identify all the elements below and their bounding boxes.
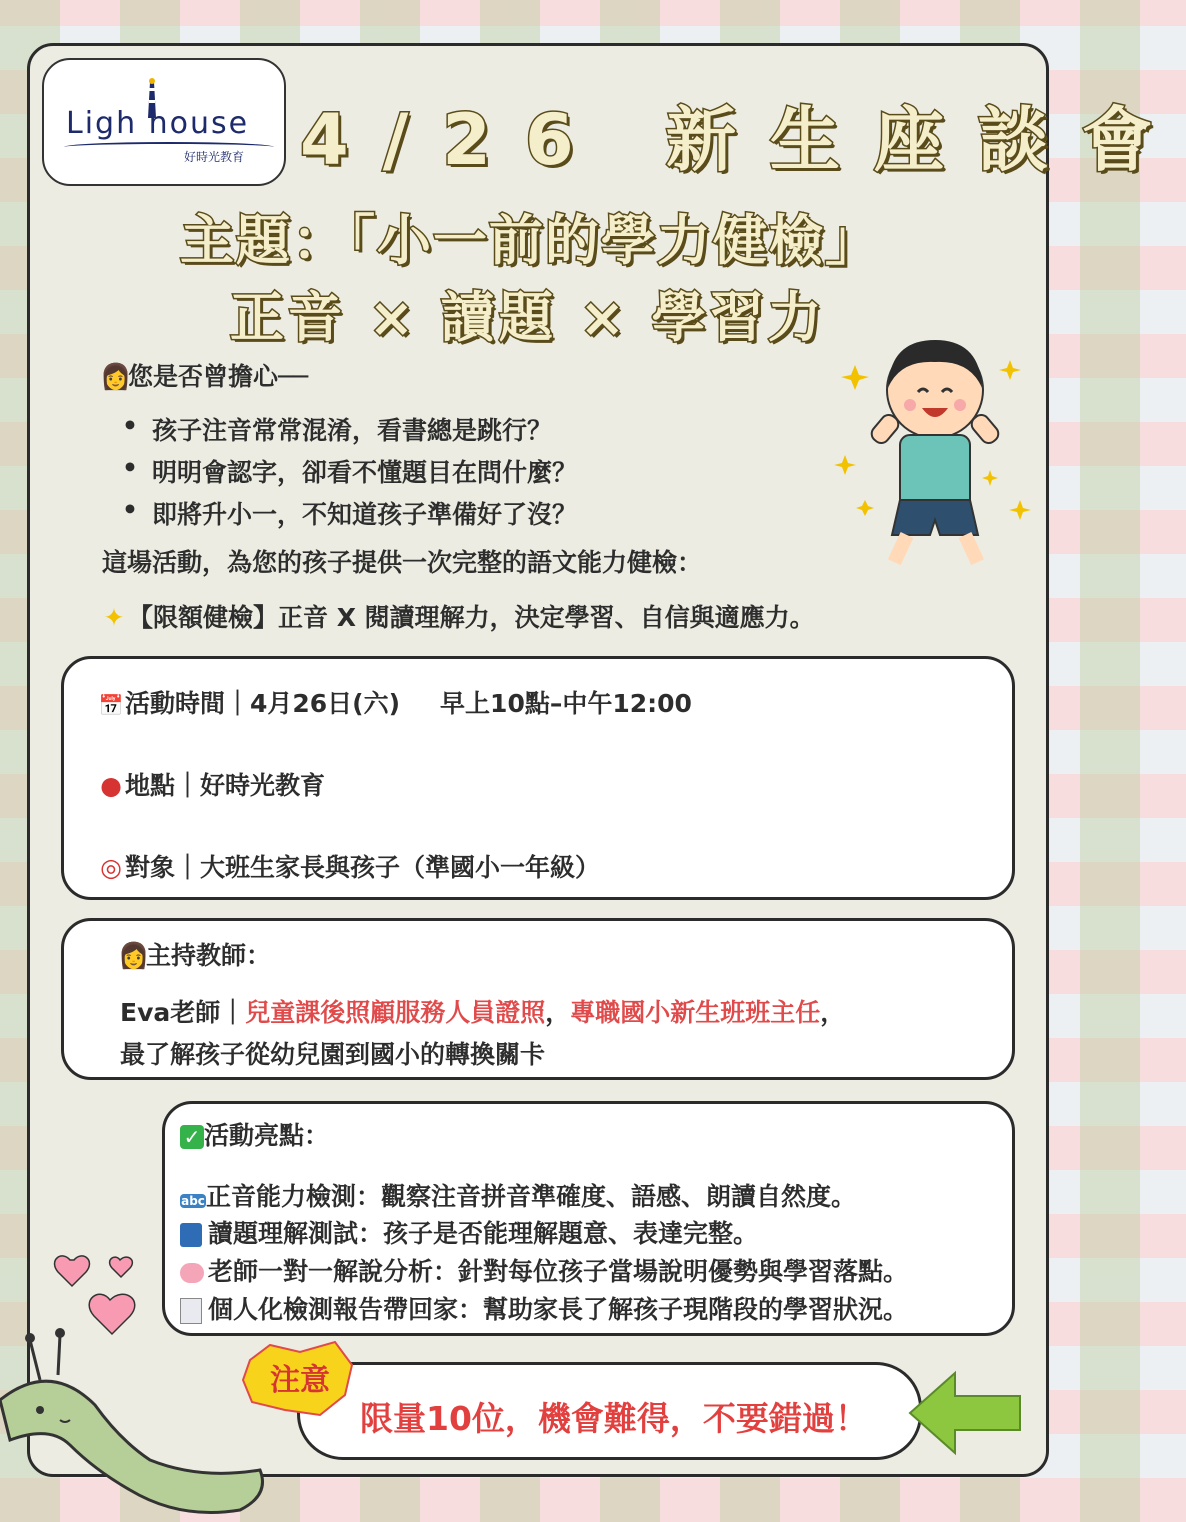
comma: ， [545,998,571,1027]
highlight-item [180,1177,856,1213]
limited-highlight [100,598,815,634]
event-place [97,766,325,802]
logo-subtitle: 好時光教育 [184,150,245,164]
book-icon [180,1223,202,1247]
teacher-credentials [120,993,845,1029]
event-place-text: 地點｜好時光教育 [125,771,326,800]
highlight-item-text: 個人化檢測報告帶回家：幫助家長了解孩子現階段的學習狀況。 [208,1295,909,1324]
highlights-heading-text: 活動亮點： [204,1121,330,1150]
highlights-heading [180,1116,329,1152]
brain-icon [180,1263,204,1283]
logo [42,58,286,186]
teacher-heading-text: 主持教師： [146,941,272,970]
teacher-icon: 👩 [118,941,150,970]
abc-icon: abc [181,1194,205,1208]
attention-stamp [240,1340,360,1420]
teacher-description: 最了解孩子從幼兒園到國小的轉換關卡 [120,1040,546,1069]
worry-heading [100,357,308,393]
worry-heading-text: 您是否曾擔心── [128,362,309,391]
highlight-item-text: 正音能力檢測：觀察注音拼音準確度、語感、朗讀自然度。 [206,1182,857,1211]
teacher-icon: 👩 [100,362,132,391]
target-icon: ◎ [100,853,122,882]
arrow-left-icon [905,1368,1025,1458]
page-title: 4/26 新生座談會 [300,99,1186,181]
highlight-item [180,1252,908,1288]
highlight-item [180,1214,758,1250]
event-time-label: 活動時間｜4月26日(六) [125,689,401,718]
activity-summary: 這場活動，為您的孩子提供一次完整的語文能力健檢： [102,548,703,577]
event-time-value: 早上10點–中午12:00 [440,689,692,718]
event-time [97,684,692,720]
caterpillar-illustration [0,1320,280,1522]
event-target-text: 對象｜大班生家長與孩子（準國小一年級） [125,853,601,882]
teacher-name: Eva老師｜ [120,998,246,1027]
logo-text: Ligh house [66,106,250,141]
stamp-text: 注意 [270,1363,330,1398]
happy-boy-illustration [830,330,1040,580]
sparkles-icon: ✦ [103,603,125,632]
event-target [97,848,600,884]
highlight-item-text: 老師一對一解說分析：針對每位孩子當場說明優勢與學習落點。 [208,1257,909,1286]
checkmark-icon: ✓ [180,1125,204,1149]
pin-icon: ● [100,771,122,800]
highlight-item-text: 讀題理解測試：孩子是否能理解題意、表達完整。 [208,1219,759,1248]
limited-highlight-text: 【限額健檢】正音 X 閱讀理解力，決定學習、自信與適應力。 [128,603,815,632]
notice-text: 限量10位，機會難得，不要錯過！ [360,1399,868,1438]
teacher-cred-license: 兒童課後照顧服務人員證照 [245,998,546,1027]
comma: ， [820,998,846,1027]
list-item: • 明明會認字，卻看不懂題目在問什麼？ [152,453,577,489]
highlight-item [180,1290,908,1326]
list-item: • 即將升小一，不知道孩子準備好了沒？ [152,495,577,531]
teacher-cred-role: 專職國小新生班班主任 [570,998,821,1027]
teacher-heading [118,936,271,972]
theme-title: 主題：「小一前的學力健檢」 [180,209,881,272]
calendar-icon: 📅 [98,693,124,717]
list-item: • 孩子注音常常混淆，看書總是跳行？ [152,411,552,447]
theme-subtitle: 正音 × 讀題 × 學習力 [230,286,826,349]
